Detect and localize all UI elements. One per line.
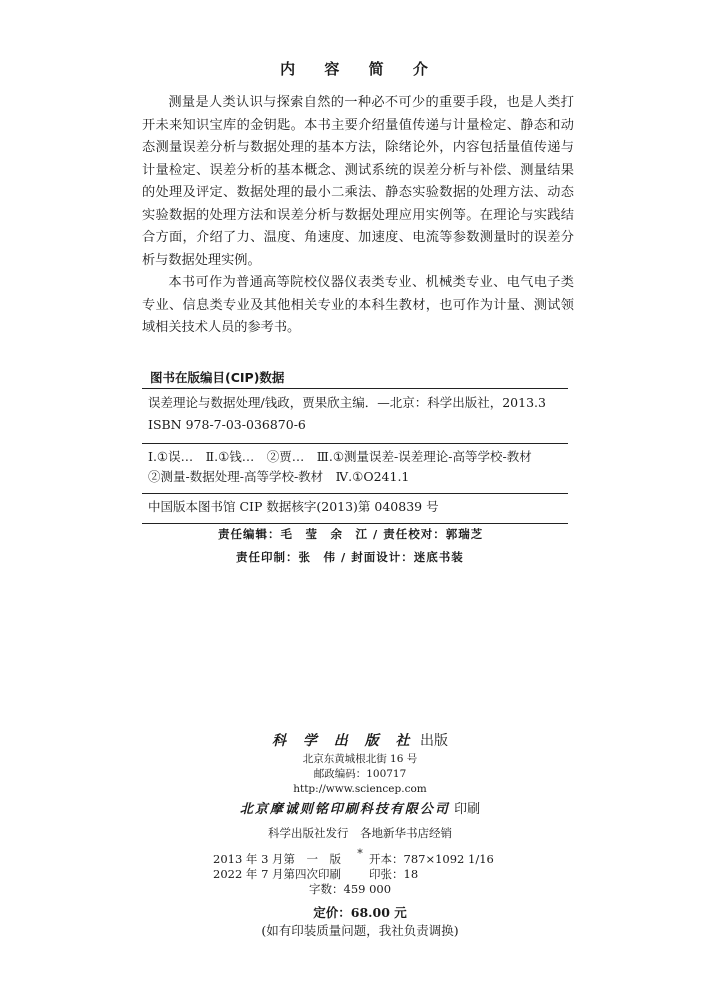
quality-note: (如有印装质量问题，我社负责调换) [261, 923, 459, 938]
cip-rule-bottom [142, 523, 568, 524]
cip-record [142, 389, 568, 415]
imprint-block [0, 730, 720, 861]
summary-paragraph-1: 测量是人类认识与探索自然的一种必不可少的重要手段，也是人类打开未来知识宝库的金钥匙。本书主要介绍量值传递与计量检定、静态和动态测量误差分析与数据处理的基本方法，除绪论外，内容包括量值传递与计量检定、误差分析的基本概念、测试系统的误差分析与补偿、测量结果的处理及评定、数据处理的最小二乘法、静态实验数据的处理方法、动态实验数据的处理方法和误差分析与数据处理应用实例等。在理论与实践结合方面，介绍了力、温度、角速度、加速度、电流等参数测量时的误差分析与数据处理实例。 [142, 95, 574, 268]
cip-subject-line-1: Ⅰ.①误… Ⅱ.①钱… ②贾… Ⅲ.①测量误差-误差理论-高等学校-教材 [148, 449, 532, 464]
printer-suffix: 印刷 [454, 802, 481, 817]
printing-text: 2022 年 7 月第四次印刷 [213, 867, 342, 881]
format-text: 开本：787×1092 1/16 [369, 852, 494, 866]
cip-subjects [142, 444, 568, 493]
printer-line [0, 799, 720, 821]
cip-number-text: 中国版本图书馆 CIP 数据核字(2013)第 040839 号 [148, 499, 439, 514]
sheets-text: 印张：18 [369, 867, 419, 881]
printer-name: 北京摩诚则铭印刷科技有限公司 [239, 802, 450, 817]
publisher-line [0, 730, 720, 752]
edition-text: 2013 年 3 月第 一 版 [213, 852, 342, 866]
publisher-name: 科 学 出 版 社 [272, 733, 416, 749]
cip-data-block [142, 388, 568, 524]
page-title: 内 容 简 介 [280, 60, 440, 78]
distribution-line: 科学出版社发行 各地新华书店经销 [268, 826, 452, 840]
publisher-address: 北京东黄城根北街 16 号 [302, 753, 418, 765]
cip-isbn [142, 415, 568, 443]
summary-paragraph-2: 本书可作为普通高等院校仪器仪表类专业、机械类专业、电气电子类专业、信息类专业及其他相关专业的本科生教材，也可作为计量、测试领域相关技术人员的参考书。 [142, 275, 574, 335]
staff-line-2: 责任印制：张 伟 / 封面设计：迷底书装 [236, 550, 464, 564]
isbn-text: ISBN 978-7-03-036870-6 [148, 417, 306, 432]
publisher-postcode: 邮政编码：100717 [313, 768, 407, 780]
staff-line-1: 责任编辑：毛 莹 余 江 / 责任校对：郭瑞芝 [218, 527, 484, 541]
cip-heading: 图书在版编目(CIP)数据 [150, 370, 285, 385]
separator-star: * [357, 847, 363, 860]
publisher-suffix: 出版 [419, 733, 448, 749]
price: 定价：68.00 元 [313, 905, 407, 920]
cip-record-text: 误差理论与数据处理/钱政，贾果欣主编．—北京：科学出版社，2013.3 [148, 395, 546, 410]
cip-number [142, 494, 568, 523]
content-summary [142, 92, 574, 340]
publisher-website: http://www.sciencep.com [293, 783, 427, 795]
cip-subject-line-2: ②测量-数据处理-高等学校-教材 Ⅳ.①O241.1 [148, 469, 410, 484]
word-count-text: 字数：459 000 [309, 882, 392, 896]
